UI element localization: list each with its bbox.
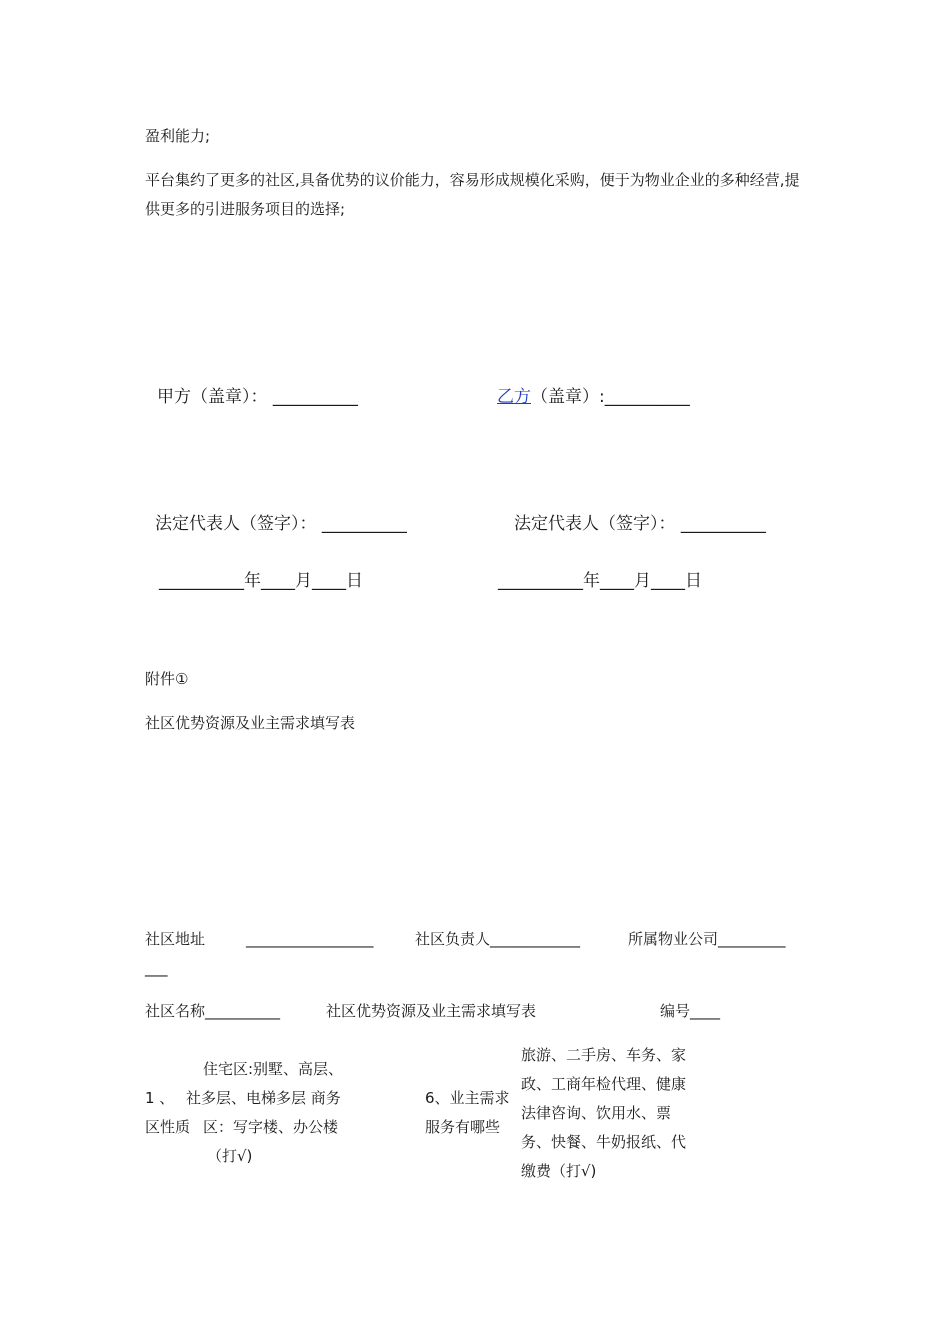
question-1-option-line: 社多层、电梯多层 商务 — [186, 1089, 341, 1107]
question-6-option-line: 旅游、二手房、车务、家 — [521, 1046, 687, 1064]
question-6-option-line: 务、快餐、牛奶报纸、代 — [521, 1133, 687, 1151]
question-1-option-line: 住宅区:别墅、高层、 — [203, 1060, 344, 1078]
party-a-representative-line: 法定代表人（签字）： __________ — [155, 514, 407, 534]
question-6-option-line: 法律咨询、饮用水、票 — [521, 1104, 672, 1122]
community-name-field: 社区名称__________ — [145, 1002, 281, 1020]
community-address-label: 社区地址 — [145, 930, 206, 948]
property-company-field-continued: ___ — [145, 959, 168, 977]
property-company-field: 所属物业公司_________ — [628, 930, 786, 948]
question-1-number: 1 、 — [145, 1089, 175, 1107]
party-a-seal-line: 甲方（盖章）： __________ — [157, 387, 358, 407]
question-1-option-line: （打√) — [207, 1147, 253, 1165]
form-number-field: 编号____ — [660, 1002, 721, 1020]
question-6-option-line: 政、工商年检代理、健康 — [521, 1075, 687, 1093]
party-b-representative-line: 法定代表人（签字）： __________ — [514, 514, 766, 534]
party-a-date-line: __________年____月____日 — [159, 571, 363, 591]
question-1-label: 区性质 — [145, 1118, 191, 1136]
form-title: 社区优势资源及业主需求填写表 — [326, 1002, 537, 1020]
question-6-label-line: 服务有哪些 — [425, 1118, 501, 1136]
attachment-label: 附件① — [145, 670, 189, 688]
community-manager-field: 社区负责人____________ — [415, 930, 581, 948]
party-b-seal-line — [497, 386, 690, 408]
party-b-link[interactable]: 乙方 — [497, 387, 531, 407]
party-b-seal-text: （盖章）:__________ — [531, 387, 690, 407]
community-address-blank: _________________ — [246, 930, 374, 948]
question-1-option-line: 区：写字楼、办公楼 — [203, 1118, 339, 1136]
attachment-title: 社区优势资源及业主需求填写表 — [145, 714, 356, 732]
body-paragraph: 平台集约了更多的社区,具备优势的议价能力，容易形成规模化采购，便于为物业企业的多种经营,提供更多的引进服务项目的选择; — [145, 171, 800, 218]
party-b-date-line: __________年____月____日 — [498, 571, 702, 591]
question-6-label-line: 6、业主需求 — [425, 1089, 510, 1107]
section-heading: 盈利能力; — [145, 127, 211, 145]
question-6-option-line: 缴费（打√) — [521, 1162, 597, 1180]
